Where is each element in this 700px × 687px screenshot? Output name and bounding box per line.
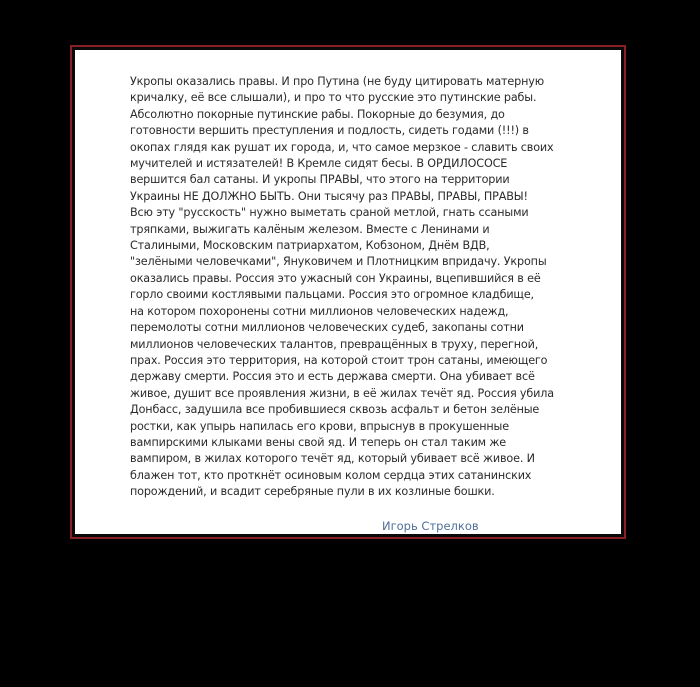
post-line: живое, душит все проявления жизни, в её жилах течёт яд. Россия убила xyxy=(130,386,554,400)
post-line: кричалку, её все слышали), и про то что русские это путинские рабы. xyxy=(130,91,537,105)
poster-frame xyxy=(70,45,626,539)
post-line: готовности вершить преступления и подлость, сидеть годами (!!!) в xyxy=(130,124,529,138)
post-line: вампиром, в жилах которого течёт яд, который убивает всё живое. И xyxy=(130,452,535,466)
post-line: вампирскими клыками вены свой яд. И теперь он стал таким же xyxy=(130,435,507,449)
post-line: Украины НЕ ДОЛЖНО БЫТЬ. Они тысячу раз ПРАВЫ, ПРАВЫ, ПРАВЫ! xyxy=(130,189,528,203)
post-line: Абсолютно покорные путинские рабы. Покорные до безумия, до xyxy=(130,107,505,121)
post-line: прах. Россия это территория, на которой стоит трон сатаны, имеющего xyxy=(130,353,548,367)
post-line: вершится бал сатаны. И укропы ПРАВЫ, что этого на территории xyxy=(130,173,510,187)
text-panel xyxy=(75,50,621,534)
post-line: державу смерти. Россия это и есть держава смерти. Она убивает всё xyxy=(130,370,535,384)
author-signature: Игорь Стрелков xyxy=(382,519,479,533)
post-line: тряпками, выжигать калёным железом. Вместе с Ленинами и xyxy=(130,222,490,236)
post-line: порождений, и всадит серебряные пули в их козлиные бошки. xyxy=(130,485,495,499)
post-line: ростки, как упырь напилась его крови, впрыснув в прокушенные xyxy=(130,419,509,433)
post-line: блажен тот, кто проткнёт осиновым колом сердца этих сатанинских xyxy=(130,468,532,482)
post-line: миллионов человеческих талантов, превращённых в труху, перегной, xyxy=(130,337,539,351)
post-line: перемолоты сотни миллионов человеческих судеб, закопаны сотни xyxy=(130,321,524,335)
post-line: Всю эту "русскость" нужно выметать сраной метлой, гнать ссаными xyxy=(130,206,529,220)
post-line: на котором похоронены сотни миллионов человеческих надежд, xyxy=(130,304,509,318)
post-line: мучителей и истязателей! В Кремле сидят бесы. В ОРДИЛОСОСЕ xyxy=(130,157,508,171)
post-line: Сталиными, Московским патриархатом, Кобзоном, Днём ВДВ, xyxy=(130,239,490,253)
post-line: оказались правы. Россия это ужасный сон Украины, вцепившийся в её xyxy=(130,271,541,285)
post-line: Укропы оказались правы. И про Путина (не буду цитировать матерную xyxy=(130,75,544,88)
post-line: "зелёными человечками", Януковичем и Плотницким впридачу. Укропы xyxy=(130,255,547,269)
post-line: горло своими костлявыми пальцами. Россия это огромное кладбище, xyxy=(130,288,534,302)
post-text xyxy=(130,74,580,501)
post-line: Донбасс, задушила все пробившиеся сквозь асфальт и бетон зелёные xyxy=(130,403,540,417)
post-line: окопах глядя как рушат их города, и, что самое мерзкое - славить своих xyxy=(130,140,554,154)
